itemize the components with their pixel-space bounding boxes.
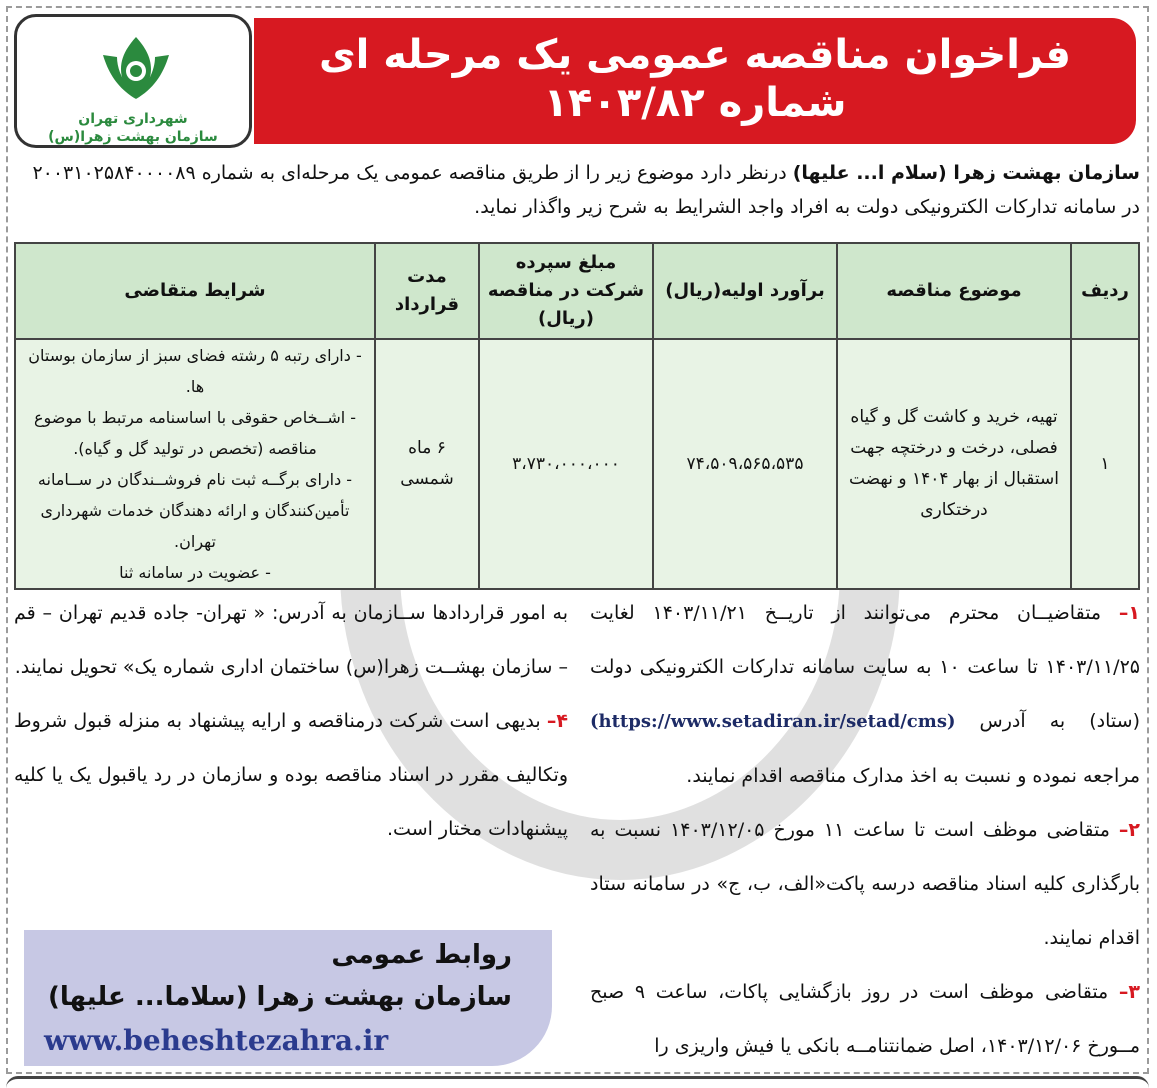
item-3-text: متقاضی موظف است در روز بازگشایی پاکات، ساعت ۹ صبح مــورخ ۱۴۰۳/۱۲/۰۶، اصل ضمانتنامــه بانکی یا فیش واریزی را [590, 981, 1140, 1057]
condition-item: - دارای برگــه ثبت نام فروشــندگان در ســامانه تأمین‌کنندگان و ارائه دهندگان خدمات شهرداری تهران. [37, 470, 353, 551]
right-column [590, 586, 1140, 1073]
title-banner [254, 18, 1136, 144]
page-title: فراخوان مناقصه عمومی یک مرحله ای [318, 32, 1071, 78]
setad-link[interactable]: (https://www.setadiran.ir/setad/cms) [590, 711, 956, 732]
intro-text2: در سامانه تدارکات الکترونیکی دولت به افراد واجد الشرایط به شرح زیر واگذار نماید. [474, 196, 1140, 218]
item-3-number: ۳– [1118, 981, 1141, 1003]
item-3 [590, 965, 1140, 1073]
col-conditions-header: شرایط متقاضی [15, 243, 375, 339]
tulip-logo-icon [99, 33, 173, 107]
header [14, 14, 1140, 148]
table-header-row [15, 243, 1139, 339]
item-3-continued: به امور قراردادها ســازمان به آدرس: « تهران- جاده قدیم تهران – قم – سازمان بهشــت زهرا(س) ساختمان اداری شماره یک» تحویل نمایند. [14, 602, 568, 678]
table-row [15, 339, 1139, 589]
col-subject-header: موضوع مناقصه [837, 243, 1071, 339]
intro-paragraph [14, 156, 1140, 224]
row-estimate: ۷۴،۵۰۹،۵۶۵،۵۳۵ [653, 339, 837, 589]
org-name: سازمان بهشت زهرا (سلام ا... علیها) [792, 162, 1140, 184]
condition-item: - عضویت در سامانه ثنا [119, 563, 271, 582]
row-subject: تهیه، خرید و کاشت گل و گیاه فصلی، درخت و درختچه جهت استقبال از بهار ۱۴۰۴ و نهضت درختکاری [837, 339, 1071, 589]
col-deposit-header: مبلغ سپرده شرکت در مناقصه (ریال) [479, 243, 653, 339]
pr-org: سازمان بهشت زهرا (سلاما... علیها) [47, 982, 512, 1012]
row-duration: ۶ ماه شمسی [375, 339, 479, 589]
tender-table [14, 242, 1140, 590]
col-estimate-header: برآورد اولیه(ریال) [653, 243, 837, 339]
row-index: ۱ [1071, 339, 1139, 589]
row-conditions [15, 339, 375, 589]
intro-text1: درنظر دارد موضوع زیر را از طریق مناقصه عمومی یک مرحله‌ای به شماره ۲۰۰۳۱۰۲۵۸۴۰۰۰۰۸۹ [32, 162, 793, 184]
col-index-header: ردیف [1071, 243, 1139, 339]
item-2-text: متقاضی موظف است تا ساعت ۱۱ مورخ ۱۴۰۳/۱۲/۰۵ نسبت به بارگذاری کلیه اسناد مناقصه درسه پاکت«الف، ب، ج» در سامانه ستاد اقدام نمایند. [590, 819, 1140, 949]
tender-number: شماره ۱۴۰۳/۸۲ [543, 80, 847, 126]
item-4-number: ۴– [546, 710, 568, 732]
item-2-number: ۲– [1118, 819, 1140, 841]
item-1 [590, 586, 1140, 803]
left-column [14, 586, 568, 856]
condition-item: - دارای رتبه ۵ رشته فضای سبز از سازمان بوستان ها. [28, 346, 362, 396]
item-4-text: بدیهی است شرکت درمناقصه و ارایه پیشنهاد به منزله قبول شروط وتکالیف مقرر در اسناد مناقصه بوده و سازمان در رد یاقبول یک یا کلیه پیشنهادات مختار است. [14, 710, 568, 840]
logo-line2: سازمان بهشت زهرا(س) [48, 129, 218, 145]
item-2 [590, 803, 1140, 965]
website-link[interactable]: www.beheshtezahra.ir [44, 1024, 389, 1057]
item-1-number: ۱– [1118, 602, 1141, 624]
item-1-text-b: مراجعه نموده و نسبت به اخذ مدارک مناقصه اقدام نمایند. [686, 765, 1140, 787]
col-duration-header: مدت قرارداد [375, 243, 479, 339]
logo-box [14, 14, 252, 148]
row-deposit: ۳،۷۳۰،۰۰۰،۰۰۰ [479, 339, 653, 589]
pr-title: روابط عمومی [331, 940, 512, 970]
item-1-text-a: متقاضیــان محترم می‌توانند از تاریــخ ۱۴۰۳/۱۱/۲۱ لغایت ۱۴۰۳/۱۱/۲۵ تا ساعت ۱۰ به سایت سامانه تدارکات الکترونیکی دولت (ستاد) به آدرس [590, 602, 1140, 732]
bottom-divider [6, 1076, 1149, 1088]
public-relations-box [24, 930, 552, 1066]
logo-line1: شهرداری تهران [78, 111, 188, 127]
condition-item: - اشــخاص حقوقی با اساسنامه مرتبط با موضوع مناقصه (تخصص در تولید گل و گیاه). [33, 408, 357, 458]
item-4 [14, 694, 568, 856]
